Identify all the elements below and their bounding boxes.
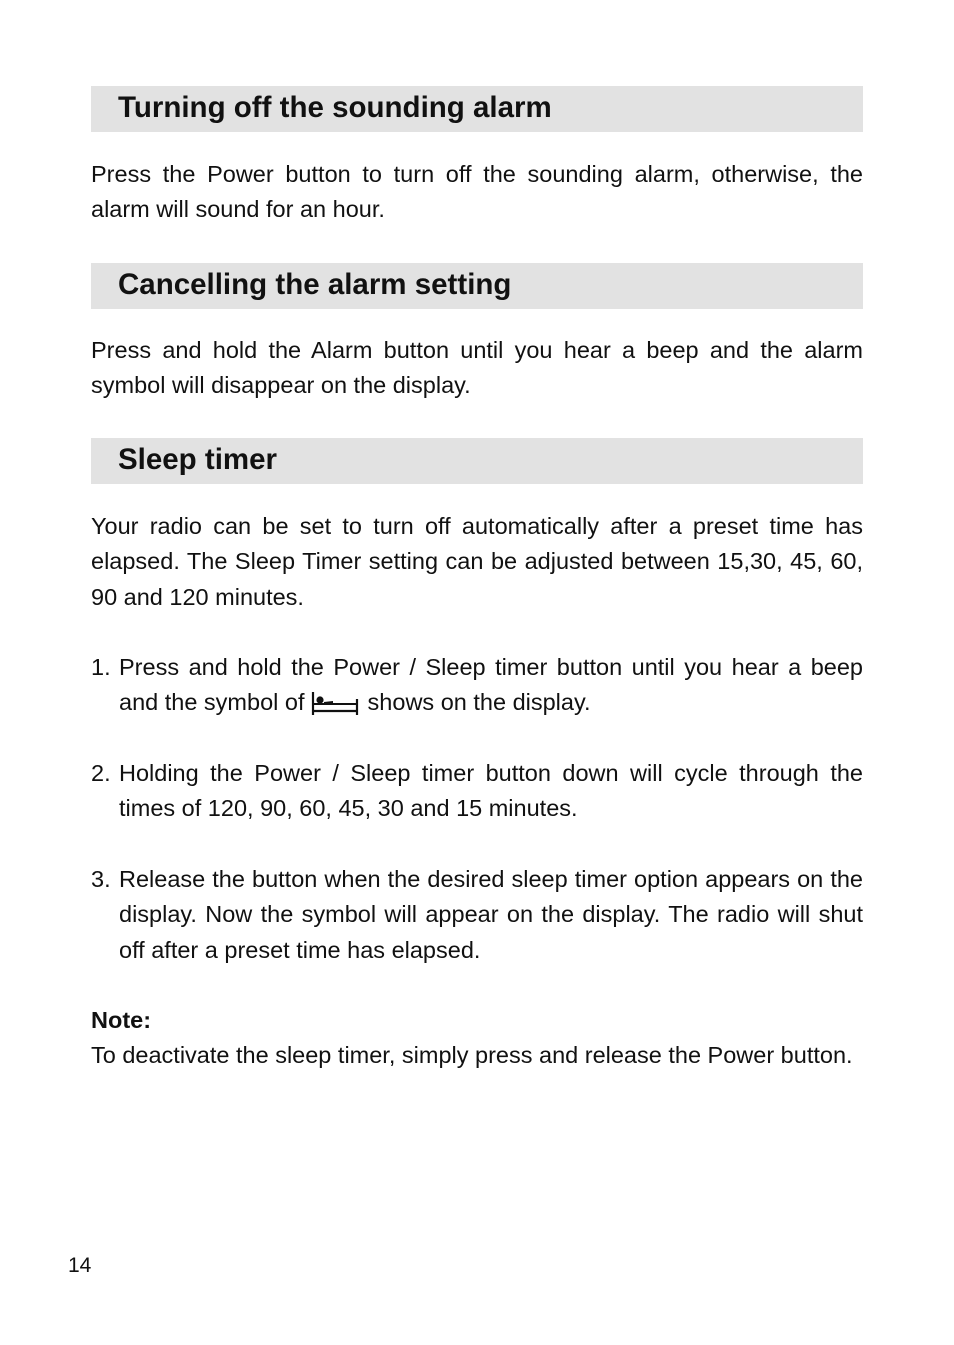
list-item-step-2 [91,756,863,827]
note-text: To deactivate the sleep timer, simply press and release the Power button. [91,1042,853,1068]
sleep-bed-icon [311,690,359,716]
note-label: Note: [91,1007,152,1033]
section-header-turning-off-alarm [91,86,863,132]
section-heading: Sleep timer [118,443,278,476]
step-text: Holding the Power / Sleep timer button down will cycle through the times of 120, 90, 60, 45, 30 and 15 minutes. [119,760,863,822]
section-header-sleep-timer [91,438,863,484]
step-number: 2. [91,760,111,786]
page-number: 14 [68,1254,92,1277]
step-number: 3. [91,866,111,892]
step-text-before-icon: Press and hold the Power / Sleep timer button until you hear a beep and the symbol of [119,654,863,716]
section-header-cancelling-alarm [91,263,863,309]
paragraph-turning-off-alarm: Press the Power button to turn off the sounding alarm, otherwise, the alarm will sound for an hour. [91,161,863,223]
step-text: Release the button when the desired sleep timer option appears on the display. Now the symbol will appear on the display. The radio will shut off after a preset time has elapsed. [119,866,863,963]
section-heading: Turning off the sounding alarm [118,91,552,124]
step-text-after-icon: shows on the display. [361,689,591,716]
paragraph-cancelling-alarm: Press and hold the Alarm button until you hear a beep and the alarm symbol will disappear on the display. [91,337,863,399]
paragraph-sleep-timer: Your radio can be set to turn off automatically after a preset time has elapsed. The Sleep Timer setting can be adjusted between 15,30, 45, 60, 90 and 120 minutes. [91,513,863,610]
step-number: 1. [91,654,111,680]
step-text [119,650,863,721]
list-item-step-1 [91,650,863,721]
list-item-step-3 [91,862,863,968]
section-heading: Cancelling the alarm setting [118,268,512,301]
